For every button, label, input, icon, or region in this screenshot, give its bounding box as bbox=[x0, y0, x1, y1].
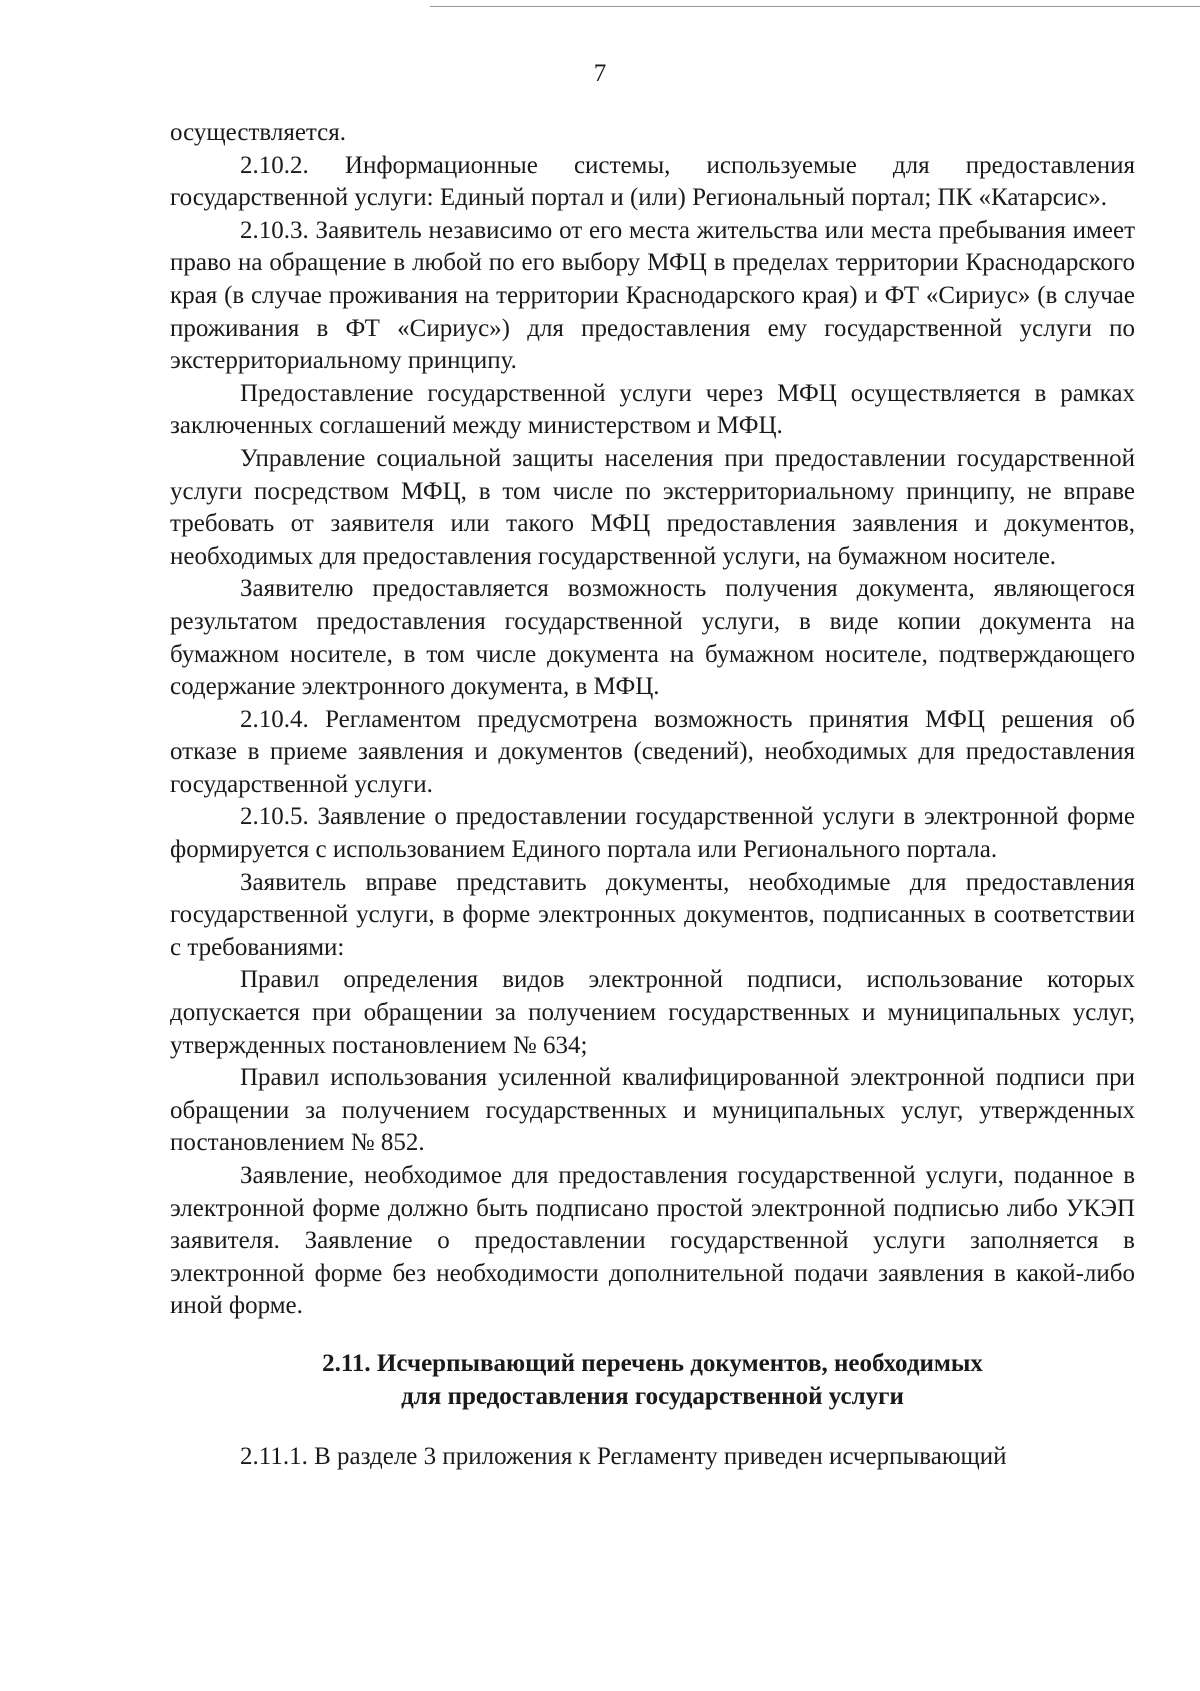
section-heading-line-2: для предоставления государственной услуги bbox=[401, 1382, 904, 1410]
paragraph-mfc-agreements: Предоставление государственной услуги через МФЦ осуществляется в рамках заключенных соглашений между министерством и МФЦ. bbox=[170, 379, 1135, 440]
paragraph-2-11-1: 2.11.1. В разделе 3 приложения к Регламенту приведен исчерпывающий bbox=[240, 1443, 1007, 1471]
paragraph-continuation: осуществляется. bbox=[170, 119, 347, 146]
page-number: 7 bbox=[593, 60, 607, 87]
paragraph-2-10-5: 2.10.5. Заявление о предоставлении государственной услуги в электронной форме формируется с использованием Единого портала или Регионального портала. bbox=[170, 803, 1135, 864]
paragraph-electronic-documents: Заявитель вправе представить документы, необходимые для предоставления государственной услуги, в форме электронных документов, подписанных в соответствии с требованиями: bbox=[170, 868, 1135, 961]
paragraph-2-10-3: 2.10.3. Заявитель независимо от его места жительства или места пребывания имеет право на обращение в любой по его выбору МФЦ в пределах территории Краснодарского края (в случае проживания на территории Краснодарского края) и ФТ «Сириус» (в случае проживания в ФТ «Сириус») для предоставления ему государственной услуги по экстерриториальному принципу. bbox=[170, 216, 1135, 375]
paragraph-2-10-2: 2.10.2. Информационные системы, используемые для предоставления государственной услуги: Единый портал и (или) Региональный портал; ПК «Катарсис». bbox=[170, 151, 1135, 212]
paragraph-social-protection: Управление социальной защиты населения при предоставлении государственной услуги посредством МФЦ, в том числе по экстерриториальному принципу, не вправе требовать от заявителя или такого МФЦ предоставления заявления и документов, необходимых для предоставления государственной услуги, на бумажном носителе. bbox=[170, 444, 1135, 570]
paragraph-rules-634: Правил определения видов электронной подписи, использование которых допускается при обращении за получением государственных и муниципальных услуг, утвержденных постановлением № 634; bbox=[170, 966, 1135, 1059]
paragraph-result-copy: Заявителю предоставляется возможность получения документа, являющегося результатом предоставления государственной услуги, в виде копии документа на бумажном носителе, в том числе документа на бумажном носителе, подтверждающего содержание электронного документа, в МФЦ. bbox=[170, 575, 1135, 701]
section-heading-line-1: 2.11. Исчерпывающий перечень документов, необходимых bbox=[322, 1349, 983, 1377]
paragraph-2-10-4: 2.10.4. Регламентом предусмотрена возможность принятия МФЦ решения об отказе в приеме заявления и документов (сведений), необходимых для предоставления государственной услуги. bbox=[170, 705, 1135, 798]
top-border-line bbox=[430, 6, 1200, 7]
paragraph-application-signature: Заявление, необходимое для предоставления государственной услуги, поданное в электронной форме должно быть подписано простой электронной подписью либо УКЭП заявителя. Заявление о предоставлении государственной услуги заполняется в электронной форме без необходимости дополнительной подачи заявления в какой-либо иной форме. bbox=[170, 1162, 1135, 1320]
paragraph-rules-852: Правил использования усиленной квалифицированной электронной подписи при обращении за получением государственных и муниципальных услуг, утвержденных постановлением № 852. bbox=[170, 1064, 1135, 1157]
document-body bbox=[170, 117, 1135, 1474]
section-heading-2-11 bbox=[170, 1348, 1135, 1413]
